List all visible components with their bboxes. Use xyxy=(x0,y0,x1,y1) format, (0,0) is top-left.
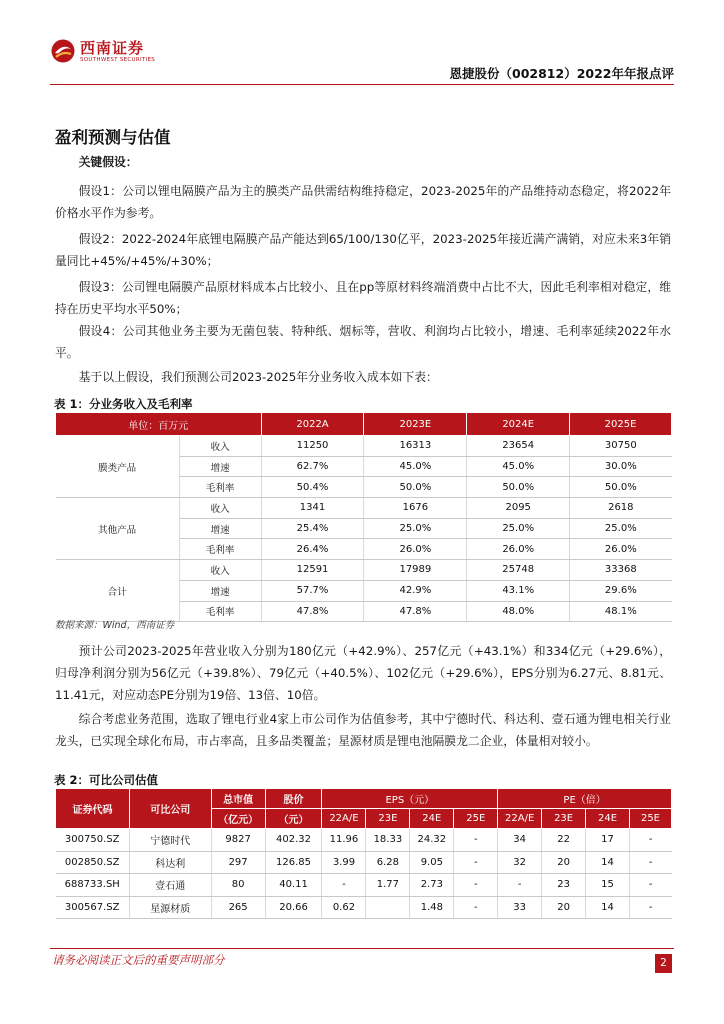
value-cell: 50.0% xyxy=(570,477,672,498)
footer-divider xyxy=(50,948,674,949)
value-cell: 45.0% xyxy=(467,456,570,477)
value-cell: 2618 xyxy=(570,498,672,519)
eps-year-header: 24E xyxy=(410,809,454,829)
mktcap-unit: （亿元） xyxy=(211,809,265,829)
value-cell: 11250 xyxy=(261,436,364,457)
assumption-3: 假设3：公司锂电隔膜产品原材料成本占比较小、且在pp等原材料终端消费中占比不大，因此毛利率相对稳定，维持在历史平均水平50%； xyxy=(55,280,671,316)
logo xyxy=(50,38,155,64)
pe-year-header: 24E xyxy=(586,809,630,829)
logo-emblem-icon xyxy=(50,38,76,64)
value-cell: 62.7% xyxy=(261,456,364,477)
eps-cell: 2.73 xyxy=(410,874,454,897)
value-cell: 26.0% xyxy=(570,539,672,560)
code-cell: 002850.SZ xyxy=(56,851,130,874)
company-cell: 科达利 xyxy=(129,851,211,874)
mktcap-header: 总市值 xyxy=(211,789,265,809)
year-header: 2023E xyxy=(364,413,467,436)
key-assumptions-label: 关键假设： xyxy=(78,155,138,169)
pe-cell: 20 xyxy=(542,896,586,919)
value-cell: 50.0% xyxy=(364,477,467,498)
eps-cell: - xyxy=(454,851,498,874)
value-cell: 30750 xyxy=(570,436,672,457)
table-header-row xyxy=(56,789,672,809)
source-note: 数据来源：Wind，西南证券 xyxy=(55,620,175,631)
header-divider xyxy=(50,84,674,85)
category-cell: 膜类产品 xyxy=(56,436,180,498)
category-cell: 合计 xyxy=(56,560,180,622)
pe-cell: 33 xyxy=(498,896,542,919)
pe-cell: 32 xyxy=(498,851,542,874)
value-cell: 2095 xyxy=(467,498,570,519)
price-header: 股价 xyxy=(265,789,322,809)
year-header: 2024E xyxy=(467,413,570,436)
eps-cell: 9.05 xyxy=(410,851,454,874)
pe-year-header: 23E xyxy=(542,809,586,829)
value-cell: 25.0% xyxy=(364,518,467,539)
value-cell: 30.0% xyxy=(570,456,672,477)
table-row xyxy=(56,560,672,581)
year-header: 2022A xyxy=(261,413,364,436)
value-cell: 25.0% xyxy=(570,518,672,539)
value-cell: 43.1% xyxy=(467,580,570,601)
value-cell: 33368 xyxy=(570,560,672,581)
value-cell: 25748 xyxy=(467,560,570,581)
mktcap-cell: 297 xyxy=(211,851,265,874)
table-row xyxy=(56,498,672,519)
eps-cell: 18.33 xyxy=(366,829,410,852)
eps-year-header: 25E xyxy=(454,809,498,829)
category-cell: 其他产品 xyxy=(56,498,180,560)
pe-cell: - xyxy=(629,829,671,852)
eps-cell: 24.32 xyxy=(410,829,454,852)
page-number: 2 xyxy=(655,954,672,973)
metric-cell: 毛利率 xyxy=(179,477,261,498)
logo-subtitle: SOUTHWEST SECURITIES xyxy=(80,56,156,63)
price-unit: （元） xyxy=(265,809,322,829)
table-row xyxy=(56,874,672,897)
pe-header: PE（倍） xyxy=(498,789,672,809)
value-cell: 48.0% xyxy=(467,601,570,622)
report-title: 恩捷股份（002812）2022年年报点评 xyxy=(449,66,674,81)
metric-cell: 增速 xyxy=(179,518,261,539)
company-cell: 壹石通 xyxy=(129,874,211,897)
assumption-4: 假设4：公司其他业务主要为无菌包装、特种纸、烟标等，营收、利润均占比较小，增速、毛利率延续2022年水平。 xyxy=(55,324,671,360)
metric-cell: 增速 xyxy=(179,456,261,477)
forecast-text: 预计公司2023-2025年营业收入分别为180亿元（+42.9%）、257亿元（+43.1%）和334亿元（+29.6%），归母净利润分别为56亿元（+39.8%）、79亿元（+40.5%）、102亿元（+29.6%），EPS分别为6.27元、8.81元、11.41元，对应动态PE分别为19倍、13倍、10倍。 xyxy=(55,644,671,702)
metric-cell: 毛利率 xyxy=(179,539,261,560)
pe-year-header: 25E xyxy=(629,809,671,829)
pe-cell: 23 xyxy=(542,874,586,897)
value-cell: 45.0% xyxy=(364,456,467,477)
value-cell: 47.8% xyxy=(364,601,467,622)
metric-cell: 收入 xyxy=(179,498,261,519)
basis-text: 基于以上假设，我们预测公司2023-2025年分业务收入成本如下表： xyxy=(78,370,438,384)
eps-cell: 3.99 xyxy=(322,851,366,874)
pe-cell: 15 xyxy=(586,874,630,897)
assumption-1: 假设1：公司以锂电隔膜产品为主的膜类产品供需结构维持稳定，2023-2025年的产品维持动态稳定，将2022年价格水平作为参考。 xyxy=(55,184,671,220)
company-cell: 宁德时代 xyxy=(129,829,211,852)
table1-caption: 表 1：分业务收入及毛利率 xyxy=(54,397,193,411)
footer-disclaimer: 请务必阅读正文后的重要声明部分 xyxy=(52,953,225,967)
comparable-valuation-table xyxy=(55,788,672,919)
value-cell: 17989 xyxy=(364,560,467,581)
eps-cell: 0.62 xyxy=(322,896,366,919)
price-cell: 402.32 xyxy=(265,829,322,852)
value-cell: 1676 xyxy=(364,498,467,519)
pe-cell: 17 xyxy=(586,829,630,852)
eps-cell xyxy=(366,896,410,919)
pe-cell: 14 xyxy=(586,851,630,874)
table-row xyxy=(56,436,672,457)
code-cell: 300750.SZ xyxy=(56,829,130,852)
value-cell: 12591 xyxy=(261,560,364,581)
table-row xyxy=(56,896,672,919)
mktcap-cell: 265 xyxy=(211,896,265,919)
year-header: 2025E xyxy=(570,413,672,436)
assumption-2: 假设2：2022-2024年底锂电隔膜产品产能达到65/100/130亿平，2023-2025年接近满产满销，对应未来3年销量同比+45%/+45%/+30%； xyxy=(55,232,671,268)
unit-header: 单位：百万元 xyxy=(56,413,262,436)
value-cell: 50.0% xyxy=(467,477,570,498)
eps-cell: - xyxy=(454,874,498,897)
value-cell: 57.7% xyxy=(261,580,364,601)
pe-year-header: 22A/E xyxy=(498,809,542,829)
section-title: 盈利预测与估值 xyxy=(55,128,171,147)
metric-cell: 收入 xyxy=(179,436,261,457)
code-cell: 300567.SZ xyxy=(56,896,130,919)
value-cell: 25.0% xyxy=(467,518,570,539)
code-header: 证券代码 xyxy=(56,789,130,829)
pe-cell: 20 xyxy=(542,851,586,874)
logo-name: 西南证券 xyxy=(80,38,145,57)
value-cell: 26.0% xyxy=(467,539,570,560)
price-cell: 126.85 xyxy=(265,851,322,874)
value-cell: 47.8% xyxy=(261,601,364,622)
metric-cell: 毛利率 xyxy=(179,601,261,622)
value-cell: 29.6% xyxy=(570,580,672,601)
revenue-table xyxy=(55,412,672,622)
mktcap-cell: 9827 xyxy=(211,829,265,852)
price-cell: 40.11 xyxy=(265,874,322,897)
metric-cell: 增速 xyxy=(179,580,261,601)
eps-year-header: 23E xyxy=(366,809,410,829)
table2-caption: 表 2：可比公司估值 xyxy=(54,773,159,787)
value-cell: 26.4% xyxy=(261,539,364,560)
code-cell: 688733.SH xyxy=(56,874,130,897)
metric-cell: 收入 xyxy=(179,560,261,581)
eps-cell: - xyxy=(454,829,498,852)
eps-cell: 1.77 xyxy=(366,874,410,897)
value-cell: 48.1% xyxy=(570,601,672,622)
value-cell: 50.4% xyxy=(261,477,364,498)
value-cell: 16313 xyxy=(364,436,467,457)
value-cell: 1341 xyxy=(261,498,364,519)
pe-cell: 34 xyxy=(498,829,542,852)
eps-header: EPS（元） xyxy=(322,789,498,809)
company-cell: 星源材质 xyxy=(129,896,211,919)
company-header: 可比公司 xyxy=(129,789,211,829)
page-header xyxy=(50,34,674,84)
pe-cell: - xyxy=(498,874,542,897)
value-cell: 26.0% xyxy=(364,539,467,560)
pe-cell: 22 xyxy=(542,829,586,852)
valuation-text: 综合考虑业务范围，选取了锂电行业4家上市公司作为估值参考，其中宁德时代、科达利、壹石通为锂电相关行业龙头，已实现全球化布局，市占率高，且多品类覆盖；星源材质是锂电池隔膜龙二企业，体量相对较小。 xyxy=(55,712,671,748)
pe-cell: - xyxy=(629,896,671,919)
pe-cell: - xyxy=(629,851,671,874)
pe-cell: 14 xyxy=(586,896,630,919)
eps-cell: - xyxy=(322,874,366,897)
value-cell: 25.4% xyxy=(261,518,364,539)
eps-cell: 1.48 xyxy=(410,896,454,919)
eps-year-header: 22A/E xyxy=(322,809,366,829)
eps-cell: - xyxy=(454,896,498,919)
table-row xyxy=(56,851,672,874)
table-header-row xyxy=(56,413,672,436)
eps-cell: 6.28 xyxy=(366,851,410,874)
value-cell: 23654 xyxy=(467,436,570,457)
price-cell: 20.66 xyxy=(265,896,322,919)
mktcap-cell: 80 xyxy=(211,874,265,897)
eps-cell: 11.96 xyxy=(322,829,366,852)
table-row xyxy=(56,829,672,852)
pe-cell: - xyxy=(629,874,671,897)
value-cell: 42.9% xyxy=(364,580,467,601)
